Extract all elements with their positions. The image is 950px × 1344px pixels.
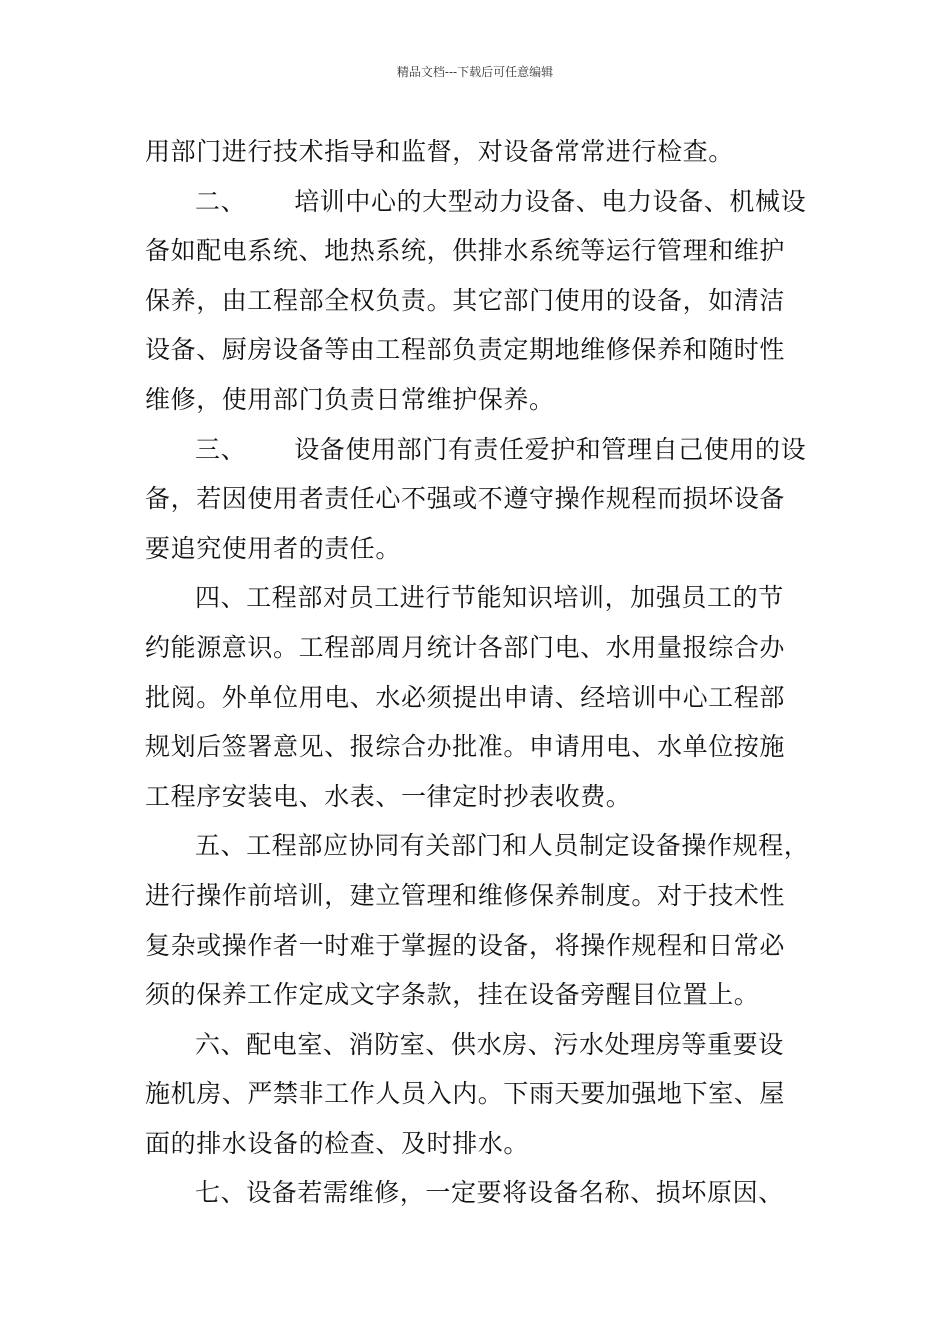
text-line: 六、配电室、消防室、供水房、污水处理房等重要设 bbox=[195, 1029, 784, 1059]
text-line: 用部门进行技术指导和监督，对设备常常进行检查。 bbox=[145, 137, 734, 166]
text-line: 进行操作前培训，建立管理和维修保养制度。对于技术性 bbox=[145, 880, 786, 910]
text-line: 五、工程部应协同有关部门和人员制定设备操作规程， bbox=[195, 831, 810, 861]
text-line: 备如配电系统、地热系统，供排水系统等运行管理和维护 bbox=[145, 236, 786, 266]
text-line: 保养，由工程部全权负责。其它部门使用的设备，如清洁 bbox=[145, 285, 786, 315]
text-line bbox=[145, 177, 810, 227]
text-line: 维修，使用部门负责日常维护保养。 bbox=[145, 384, 555, 414]
item-marker: 二、 bbox=[195, 186, 247, 216]
text-line: 备，若因使用者责任心不强或不遵守操作规程而损坏设备 bbox=[145, 484, 786, 514]
page-header: 精品文档---下载后可任意编辑 bbox=[396, 65, 554, 79]
line-text: 培训中心的大型动力设备、电力设备、机械设 bbox=[294, 186, 807, 216]
text-line: 复杂或操作者一时难于掌握的设备，将操作规程和日常必 bbox=[145, 930, 786, 960]
line-text: 设备使用部门有责任爱护和管理自己使用的设 bbox=[294, 434, 807, 464]
text-line: 面的排水设备的检查、及时排水。 bbox=[145, 1128, 530, 1158]
text-line: 四、工程部对员工进行节能知识培训，加强员工的节 bbox=[195, 583, 784, 613]
text-line: 要追究使用者的责任。 bbox=[145, 533, 402, 563]
text-line: 约能源意识。工程部周月统计各部门电、水用量报综合办 bbox=[145, 632, 786, 662]
text-line: 七、设备若需维修，一定要将设备名称、损坏原因、 bbox=[195, 1178, 784, 1208]
text-line: 设备、厨房设备等由工程部负责定期地维修保养和随时性 bbox=[145, 335, 786, 365]
text-line: 工程序安装电、水表、一律定时抄表收费。 bbox=[145, 781, 632, 811]
text-line: 须的保养工作定成文字条款，挂在设备旁醒目位置上。 bbox=[145, 980, 760, 1010]
item-marker: 三、 bbox=[195, 434, 247, 464]
text-line bbox=[145, 425, 810, 475]
document-body bbox=[145, 127, 810, 1218]
text-line: 批阅。外单位用电、水必须提出申请、经培训中心工程部 bbox=[145, 682, 786, 712]
text-line: 施机房、严禁非工作人员入内。下雨天要加强地下室、屋 bbox=[145, 1079, 786, 1109]
text-line: 规划后签署意见、报综合办批准。申请用电、水单位按施 bbox=[145, 732, 786, 762]
